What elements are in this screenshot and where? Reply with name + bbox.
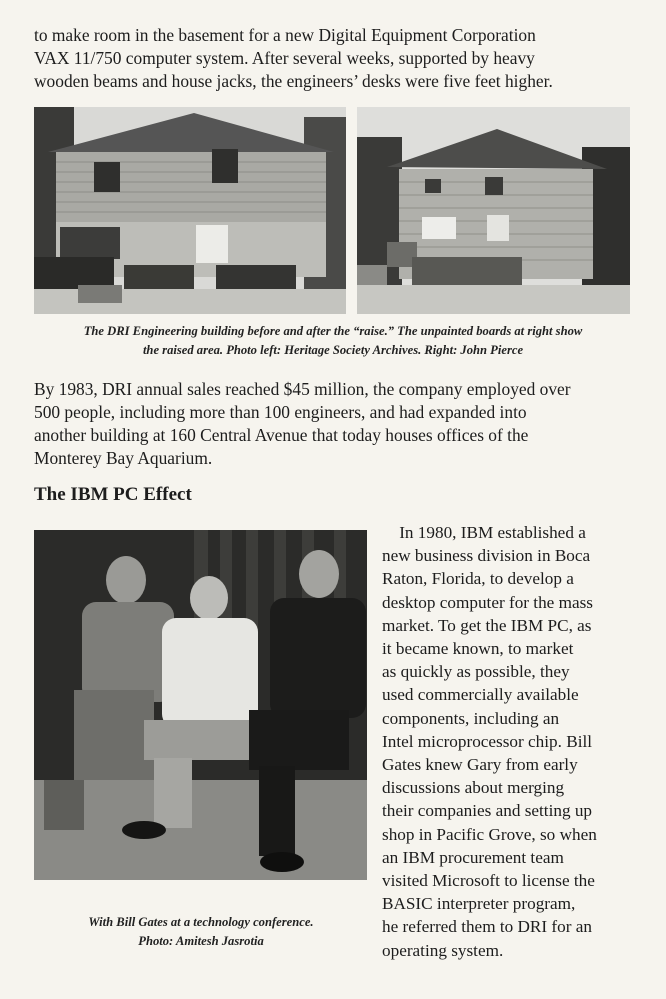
text-line: desktop computer for the mass [382,592,593,612]
text-line: another building at 160 Central Avenue that today houses offices of the [34,425,529,445]
text-line: VAX 11/750 computer system. After several weeks, supported by heavy [34,48,535,68]
text-line: as quickly as possible, they [382,662,570,682]
photo-conference [34,530,367,880]
caption-line: the raised area. Photo left: Heritage Society Archives. Right: John Pierce [142,343,524,357]
middle-paragraph [34,378,634,470]
caption-line: Photo: Amitesh Jasrotia [138,934,264,948]
text-line: shop in Pacific Grove, so when [382,824,597,844]
text-line: their companies and setting up [382,801,593,821]
text-line: BASIC interpreter program, [382,894,576,914]
text-line: Gates knew Gary from early [382,755,578,775]
text-line: operating system. [382,940,504,960]
text-line: Monterey Bay Aquarium. [34,448,213,468]
text-line: used commercially available [382,685,579,705]
right-column-text [382,521,642,962]
photo-building-after [357,107,630,314]
text-line: 500 people, including more than 100 engineers, and had expanded into [34,402,527,422]
text-line: new business division in Boca [382,546,591,566]
text-line: Intel microprocessor chip. Bill [382,731,593,751]
text-line: wooden beams and house jacks, the engineers’ desks were five feet higher. [34,71,553,91]
text-line: it became known, to market [382,639,574,659]
caption-line: The DRI Engineering building before and after the “raise.” The unpainted boards at right show [83,324,583,338]
text-line: visited Microsoft to license the [382,871,595,891]
text-line: components, including an [382,708,560,728]
text-line: In 1980, IBM established a [382,523,586,542]
text-line: Raton, Florida, to develop a [382,569,574,589]
text-line: an IBM procurement team [382,847,564,867]
text-line: he referred them to DRI for an [382,917,592,937]
photo-caption-buildings [34,322,632,360]
section-heading: The IBM PC Effect [34,484,192,505]
photo-building-before [34,107,346,314]
text-line: discussions about merging [382,778,565,798]
top-paragraph [34,24,634,93]
text-line: By 1983, DRI annual sales reached $45 million, the company employed over [34,379,571,399]
caption-line: With Bill Gates at a technology conference. [88,915,314,929]
text-line: to make room in the basement for a new Digital Equipment Corporation [34,25,536,45]
photo-caption-conference [34,913,368,951]
text-line: market. To get the IBM PC, as [382,615,592,635]
